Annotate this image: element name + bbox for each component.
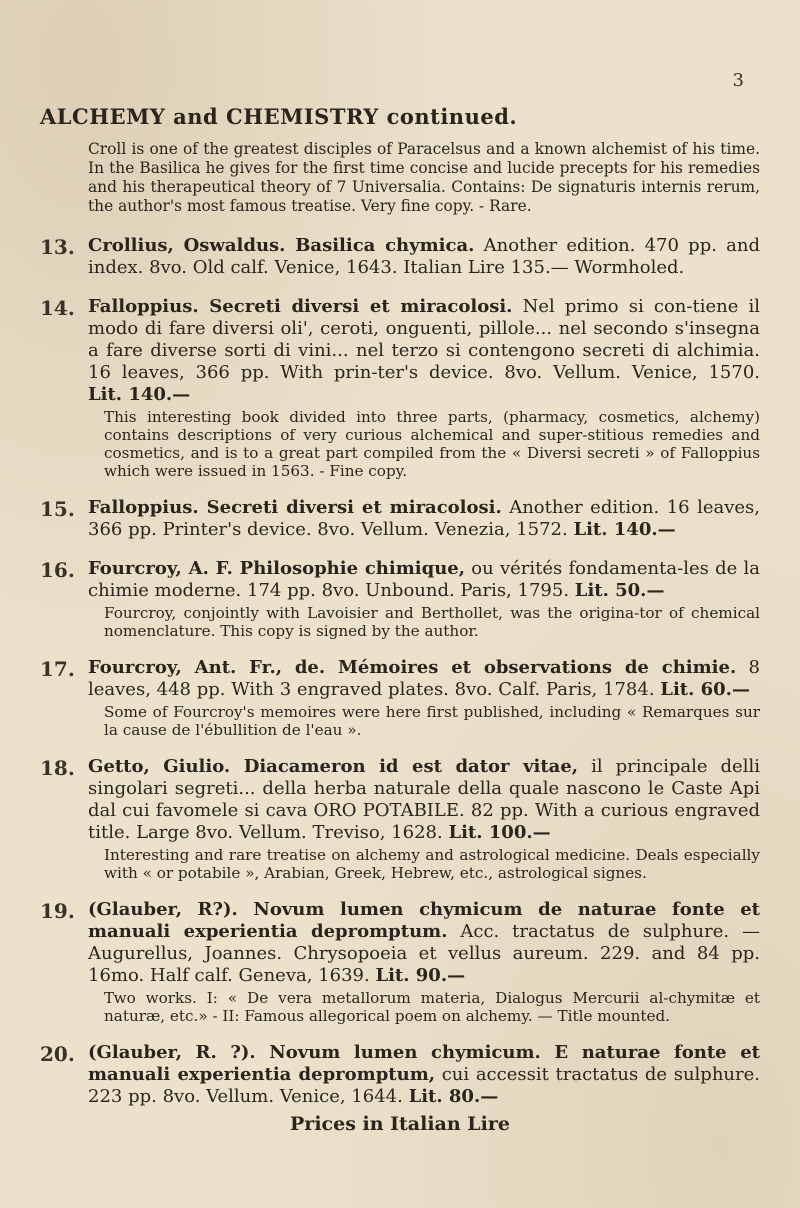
entry-text: Nel primo si con-tiene il modo di fare diversi oli', ceroti, onguenti, pillole... nel secondo s'insegna a fare diverse sorti di vini... nel terzo si contengono secreti di alchimia. 16 leaves, 366 pp. With prin-ter's device. 8vo. Vellum. Venice, 1570.	[88, 296, 760, 383]
entry-text: Acc. tractatus de sulphure. — Augurellus, Joannes. Chrysopoeia et vellus aureum. 229. and 84 pp. 16mo. Half calf. Geneva, 1639.	[88, 921, 760, 986]
entry-price: Lit. 90.—	[375, 965, 466, 986]
prices-footer: Prices in Italian Lire	[290, 1113, 510, 1135]
entry-description	[88, 497, 760, 541]
catalogue-entry-13	[40, 235, 760, 279]
entry-note: Interesting and rare treatise on alchemy and astrological medicine. Deals especially with « or potabile », Arabian, Greek, Hebrew, etc., astrological signes.	[104, 846, 760, 882]
entry-description	[88, 558, 760, 602]
entry-number: 19.	[40, 899, 75, 923]
entry-number: 16.	[40, 558, 75, 582]
catalogue-entry-19	[40, 899, 760, 1025]
entry-description	[88, 756, 760, 844]
catalogue-entries	[40, 235, 760, 1125]
catalogue-entry-14	[40, 296, 760, 480]
entry-number: 13.	[40, 235, 75, 259]
entry-number: 18.	[40, 756, 75, 780]
entry-description	[88, 235, 760, 279]
entry-heading: (Glauber, R?). Novum lumen chymicum de naturae fonte et manuali experientia depromptum.	[88, 899, 760, 942]
catalogue-entry-18	[40, 756, 760, 882]
entry-heading: Fourcroy, A. F. Philosophie chimique,	[88, 558, 466, 579]
entry-price: Lit. 60.—	[660, 679, 750, 700]
entry-heading: Getto, Giulio. Diacameron id est dator vitae,	[88, 756, 579, 777]
catalogue-entry-20	[40, 1042, 760, 1108]
entry-description	[88, 899, 760, 987]
catalogue-entry-16	[40, 558, 760, 640]
entry-text: 8 leaves, 448 pp. With 3 engraved plates. 8vo. Calf. Paris, 1784.	[88, 657, 760, 700]
entry-heading: (Glauber, R. ?). Novum lumen chymicum. E naturae fonte et manuali experientia depromptum,	[88, 1042, 760, 1085]
entry-note: Two works. I: « De vera metallorum materia, Dialogus Mercurii al-chymitæ et naturæ, etc.» - II: Famous allegorical poem on alchemy. — Title mounted.	[104, 989, 760, 1025]
entry-description	[88, 296, 760, 406]
entry-number: 15.	[40, 497, 75, 521]
entry-heading: Falloppius. Secreti diversi et miracolosi.	[88, 296, 513, 317]
entry-number: 20.	[40, 1042, 75, 1066]
entry-price: Lit. 140.—	[88, 384, 191, 405]
entry-price: Lit. 100.—	[448, 822, 551, 843]
entry-text: Another edition. 470 pp. and index. 8vo. Old calf. Venice, 1643. Italian Lire 135.— Wormholed.	[88, 235, 760, 278]
entry-note: Some of Fourcroy's memoires were here first published, including « Remarques sur la cause de l'ébullition de l'eau ».	[104, 703, 760, 739]
entry-description	[88, 1042, 760, 1108]
catalogue-entry-17	[40, 657, 760, 739]
catalogue-entry-15	[40, 497, 760, 541]
section-header: ALCHEMY and CHEMISTRY continued.	[40, 104, 518, 129]
entry-text: Another edition. 16 leaves, 366 pp. Printer's device. 8vo. Vellum. Venezia, 1572.	[88, 497, 760, 540]
entry-heading: Crollius, Oswaldus. Basilica chymica.	[88, 235, 475, 256]
entry-number: 14.	[40, 296, 75, 320]
entry-note: Fourcroy, conjointly with Lavoisier and Berthollet, was the origina-tor of chemical nomenclature. This copy is signed by the author.	[104, 604, 760, 640]
entry-heading: Falloppius. Secreti diversi et miracolosi.	[88, 497, 502, 518]
entry-description	[88, 657, 760, 701]
entry-price: Lit. 80.—	[408, 1086, 499, 1107]
entry-price: Lit. 140.—	[573, 519, 676, 540]
page-number: 3	[732, 70, 744, 91]
entry-text: il principale delli singolari segreti... della herba naturale della quale nascono le Caste Api dal cui favomele si cava ORO POTABILE. 82 pp. With a curious engraved title. Large 8vo. Vellum. Treviso, 1628.	[88, 756, 760, 843]
entry-number: 17.	[40, 657, 75, 681]
intro-paragraph: Croll is one of the greatest disciples of Paracelsus and a known alchemist of his time. In the Basilica he gives for the first time concise and lucide precepts for his remedies and his therapeutical theory of 7 Universalia. Contains: De signaturis internis rerum, the author's most famous treatise. Very fine copy. - Rare.	[88, 140, 760, 215]
entry-text: cui accessit tractatus de sulphure. 223 pp. 8vo. Vellum. Venice, 1644.	[88, 1064, 760, 1107]
entry-note: This interesting book divided into three parts, (pharmacy, cosmetics, alchemy) contains descriptions of very curious alchemical and super-stitious remedies and cosmetics, and is to a great part compiled from the « Diversi secreti » of Falloppius which were issued in 1563. - Fine copy.	[104, 408, 760, 480]
entry-price: Lit. 50.—	[574, 580, 665, 601]
entry-text: ou vérités fondamenta-les de la chimie moderne. 174 pp. 8vo. Unbound. Paris, 1795.	[88, 558, 760, 601]
entry-heading: Fourcroy, Ant. Fr., de. Mémoires et observations de chimie.	[88, 657, 737, 678]
